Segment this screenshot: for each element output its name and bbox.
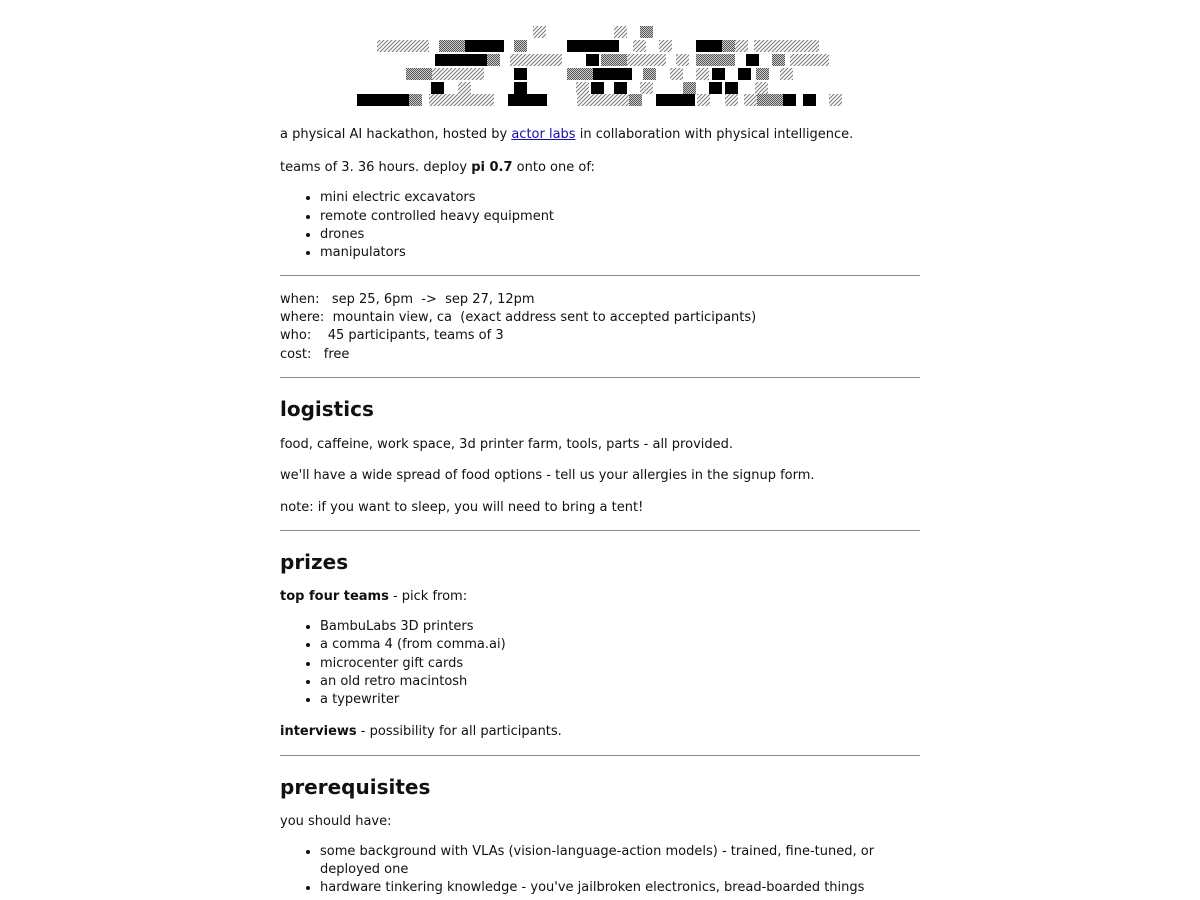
prizes-top-rest: - pick from: <box>388 588 468 604</box>
logo-block <box>533 26 546 38</box>
logo-block <box>757 94 783 106</box>
logo-block <box>725 94 738 106</box>
logo-block <box>696 54 735 66</box>
logo-block <box>435 54 487 66</box>
logo-block <box>576 82 589 94</box>
logo-block <box>790 54 829 66</box>
logo-block <box>712 68 725 80</box>
intro-text <box>280 126 920 144</box>
logo-block <box>780 68 793 80</box>
logo-block <box>754 40 819 52</box>
logo-block <box>487 54 500 66</box>
logistics-note: note: if you want to sleep, you will need to bring a tent! <box>280 499 644 515</box>
list-item: • manipulators <box>320 244 920 262</box>
logo-block <box>567 40 619 52</box>
list-item: • drones <box>320 226 920 244</box>
list-item: • a typewriter <box>320 691 920 709</box>
logo-block <box>735 40 748 52</box>
detail-where: where: mountain view, ca (exact address sent to accepted participants) <box>280 309 757 325</box>
logo-block <box>510 54 562 66</box>
divider <box>280 530 920 531</box>
logo-block <box>756 68 769 80</box>
logo-block <box>640 82 653 94</box>
list-item: • hardware tinkering knowledge - you've jailbroken electronics, bread-boarded things <box>320 879 920 897</box>
list-item: • remote controlled heavy equipment <box>320 208 920 226</box>
logo-block <box>357 94 409 106</box>
teams-text <box>280 159 920 177</box>
logo-block <box>696 68 709 80</box>
logo-block <box>755 82 768 94</box>
list-item: • mini electric excavators <box>320 189 920 207</box>
logo-graphic <box>0 0 1200 112</box>
list-item: • microcenter gift cards <box>320 655 920 673</box>
teams-post: onto one of: <box>512 160 595 176</box>
logo-block <box>514 82 527 94</box>
logistics-provided: food, caffeine, work space, 3d printer farm, tools, parts - all provided. <box>280 437 734 453</box>
logo-block <box>593 68 632 80</box>
logistics-food: we'll have a wide spread of food options - tell us your allergies in the signup form. <box>280 468 815 484</box>
logo-block <box>829 94 842 106</box>
logo-block <box>514 40 527 52</box>
prerequisite-list <box>280 843 920 898</box>
logo-block <box>601 54 627 66</box>
logo-block <box>640 26 653 38</box>
model-name: pi 0.7 <box>471 160 513 176</box>
logo-block <box>629 94 642 106</box>
logo-block <box>722 40 735 52</box>
logo-block <box>744 94 757 106</box>
actor-labs-link[interactable]: actor labs <box>511 127 576 142</box>
logo-block <box>567 68 593 80</box>
logo-block <box>643 68 656 80</box>
logo-block <box>676 54 689 66</box>
logo-block <box>696 40 722 52</box>
logo-block <box>783 94 796 106</box>
logo-block <box>725 82 738 94</box>
prizes-interviews <box>280 723 920 741</box>
logo-block <box>659 40 672 52</box>
page-content <box>280 0 920 898</box>
logo-block <box>683 82 696 94</box>
ascii-logo <box>0 0 1200 112</box>
logo-block <box>772 54 785 66</box>
list-item: • a comma 4 (from comma.ai) <box>320 636 920 654</box>
logo-block <box>586 54 599 66</box>
logo-block <box>709 82 722 94</box>
logo-block <box>409 94 422 106</box>
logo-block <box>633 40 646 52</box>
prerequisites-intro: you should have: <box>280 813 392 829</box>
detail-cost: cost: free <box>280 346 350 362</box>
list-item: • some background with VLAs (vision-language-action models) - trained, fine-tuned, or deployed one <box>320 843 920 880</box>
prizes-heading: prizes <box>280 549 349 574</box>
logo-block <box>458 82 471 94</box>
logo-block <box>738 68 751 80</box>
logo-block <box>429 94 494 106</box>
logo-block <box>614 26 627 38</box>
list-item: • an old retro macintosh <box>320 673 920 691</box>
logo-block <box>656 94 695 106</box>
logo-block <box>432 68 484 80</box>
detail-who: who: 45 participants, teams of 3 <box>280 328 504 344</box>
logo-block <box>406 68 432 80</box>
platform-list <box>280 189 920 262</box>
teams-pre: teams of 3. 36 hours. deploy <box>280 160 472 176</box>
prerequisites-heading: prerequisites <box>280 774 431 799</box>
logistics-heading: logistics <box>280 397 374 422</box>
logo-block <box>746 54 759 66</box>
logo-block <box>465 40 504 52</box>
prizes-top-teams <box>280 588 920 606</box>
logo-block <box>431 82 444 94</box>
logo-block <box>508 94 547 106</box>
divider <box>280 755 920 756</box>
logo-block <box>514 68 527 80</box>
list-item: • BambuLabs 3D printers <box>320 618 920 636</box>
detail-when: when: sep 25, 6pm -> sep 27, 12pm <box>280 291 535 307</box>
divider <box>280 275 920 276</box>
logo-block <box>591 82 604 94</box>
logo-block <box>670 68 683 80</box>
logo-block <box>377 40 429 52</box>
intro-post: in collaboration with physical intelligence. <box>575 127 854 142</box>
logo-block <box>697 94 710 106</box>
intro-pre: a physical AI hackathon, hosted by <box>280 127 512 142</box>
divider <box>280 377 920 378</box>
prizes-top-bold: top four teams <box>280 588 389 604</box>
event-details <box>280 291 920 365</box>
logo-block <box>614 82 627 94</box>
logo-block <box>803 94 816 106</box>
prize-list <box>280 618 920 709</box>
logo-block <box>627 54 666 66</box>
logo-block <box>439 40 465 52</box>
interviews-rest: - possibility for all participants. <box>356 724 562 740</box>
logo-block <box>577 94 629 106</box>
interviews-bold: interviews <box>280 724 357 740</box>
